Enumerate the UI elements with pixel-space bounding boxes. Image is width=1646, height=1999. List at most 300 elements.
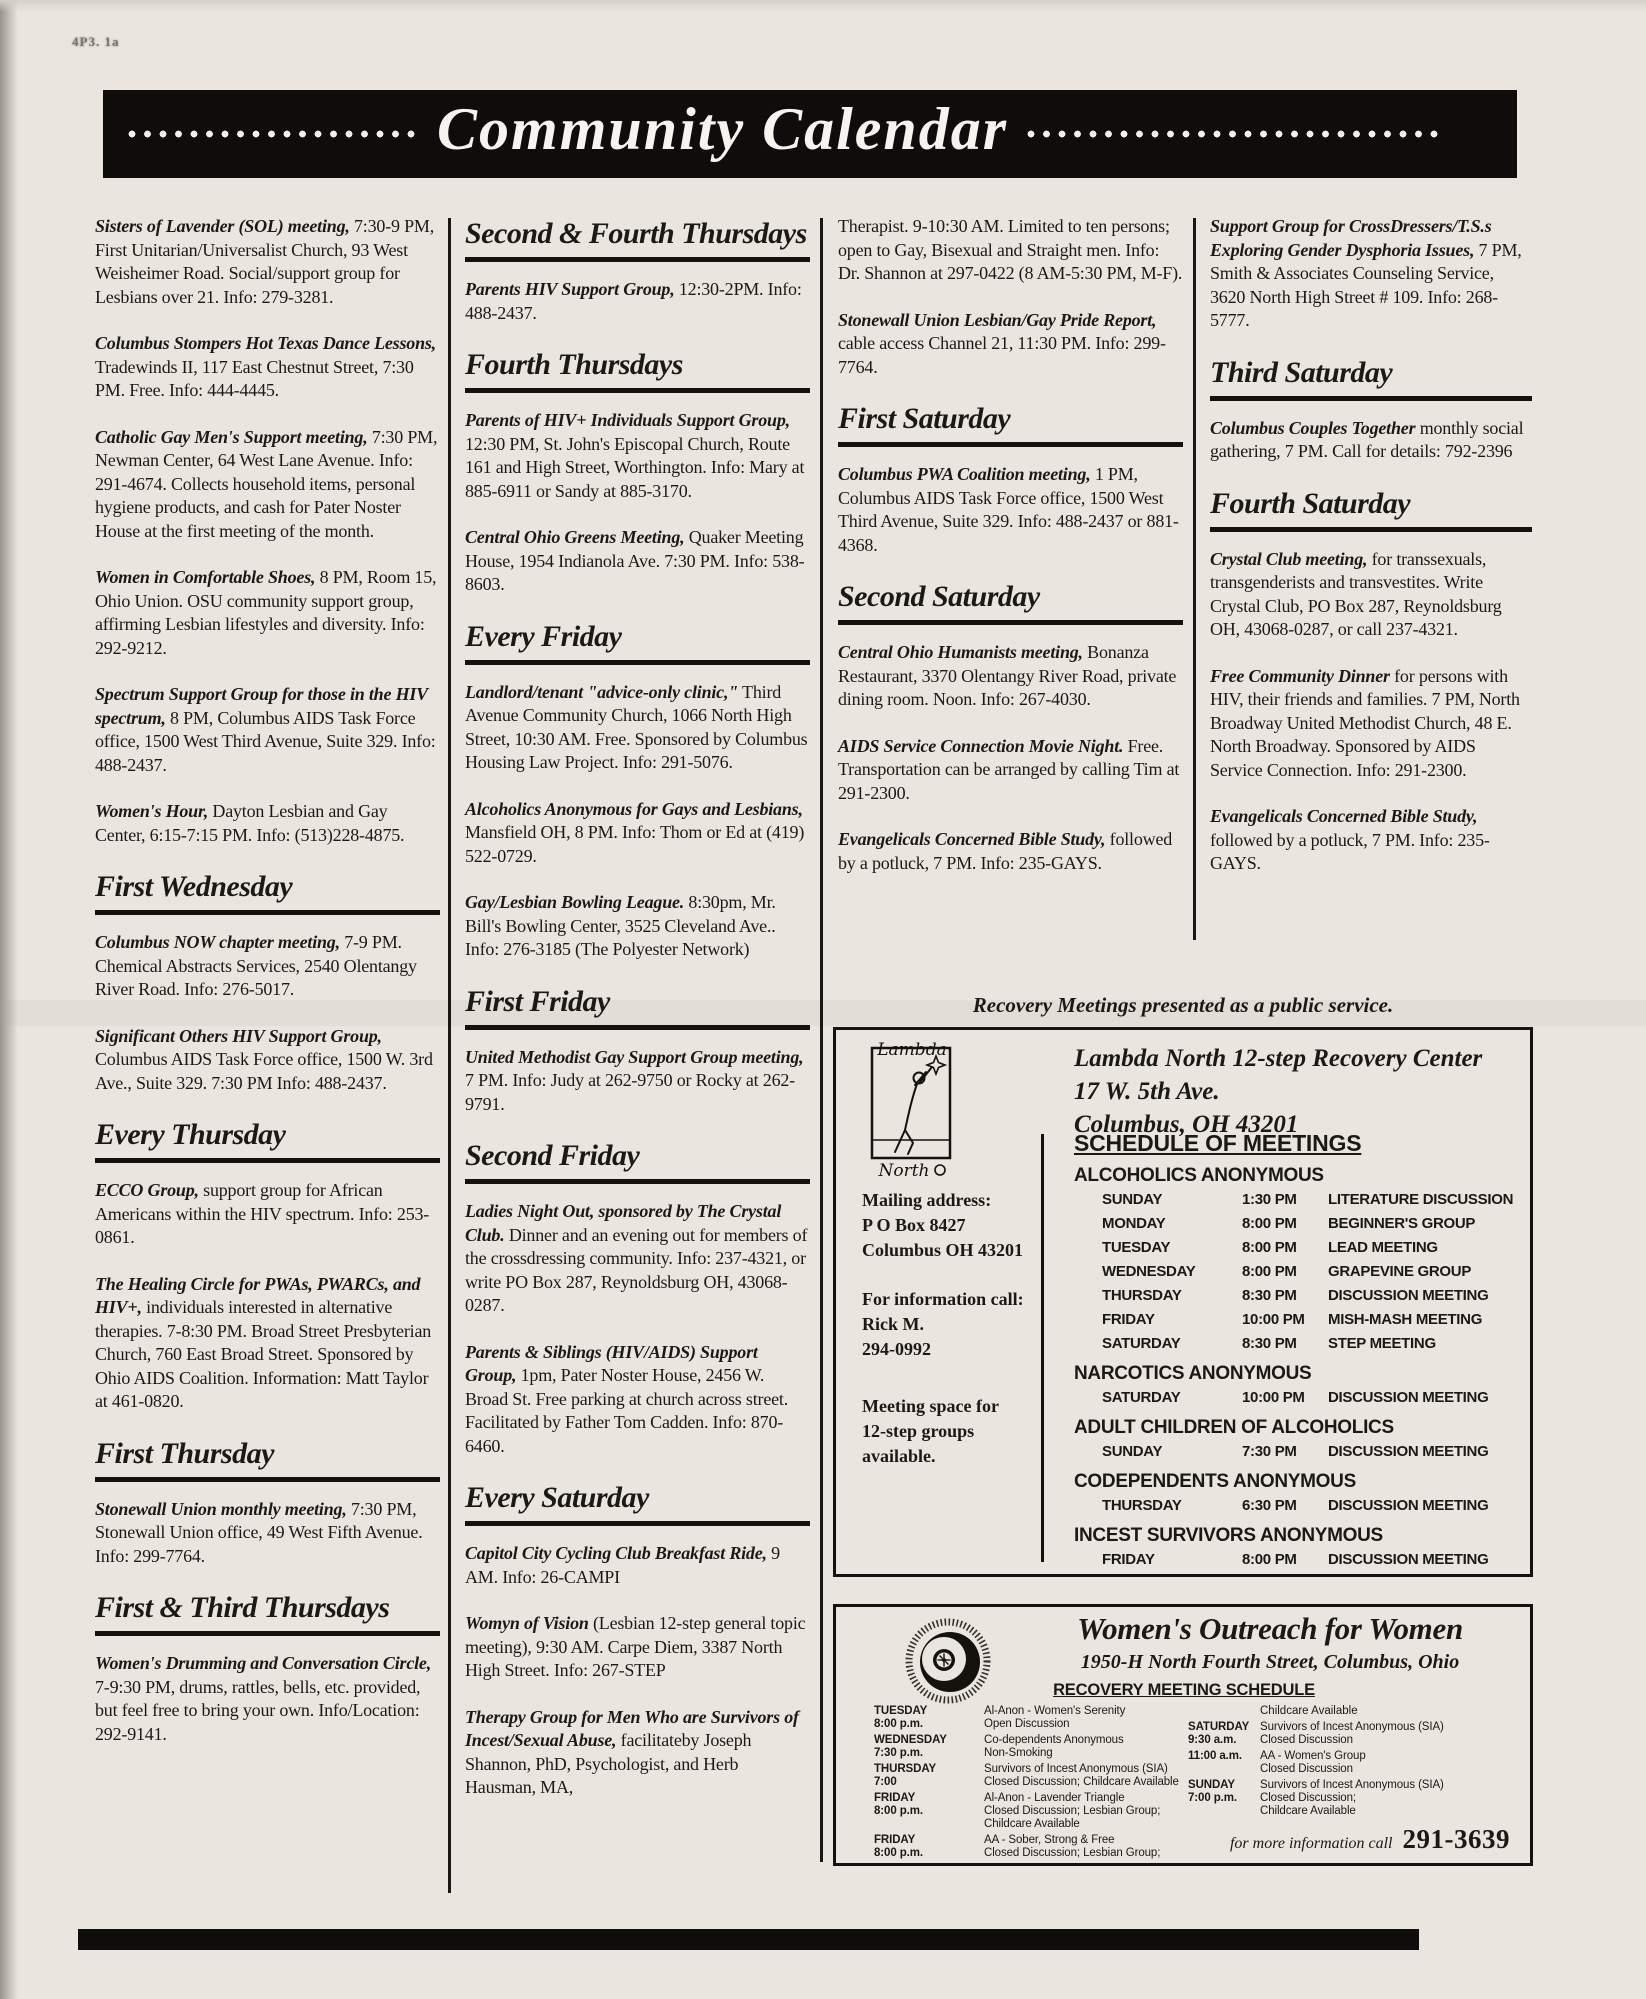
section-heading-text: Second & Fourth Thursdays xyxy=(465,217,807,250)
meeting-time: 7:00 p.m. xyxy=(1188,1792,1237,1804)
masthead-dots-left xyxy=(127,129,419,139)
meeting-description-line: Open Discussion xyxy=(984,1718,1070,1730)
meeting-description-line: Closed Discussion; Lesbian Group; xyxy=(984,1847,1161,1859)
section-heading-rule xyxy=(838,620,1183,625)
entry-body: Third Avenue Community Church, 1066 North High Street, 10:30 AM. Free. Sponsored by Columbus Housing Law Project. Info: 291-5076. xyxy=(465,681,808,772)
section-heading-rule xyxy=(95,910,440,915)
section-heading-rule xyxy=(465,1025,810,1030)
meeting-description-line: Al-Anon - Women's Serenity xyxy=(984,1705,1126,1717)
entry-body: Dayton Lesbian and Gay Center, 6:15-7:15 PM. Info: (513)228-4875. xyxy=(95,801,405,845)
section-heading-rule xyxy=(95,1477,440,1482)
meeting-description xyxy=(984,1734,1196,1760)
meeting-group-name: ALCOHOLICS ANONYMOUS xyxy=(1074,1165,1324,1186)
meeting-description-line: Childcare Available xyxy=(984,1818,1080,1830)
meeting-group-name: INCEST SURVIVORS ANONYMOUS xyxy=(1074,1525,1383,1546)
calendar-entry xyxy=(465,798,810,869)
section-heading xyxy=(1210,487,1532,532)
entry-title: Columbus Couples Together xyxy=(1210,417,1416,438)
recovery-meeting-row xyxy=(874,1834,1196,1860)
womens-phone-line xyxy=(1230,1824,1510,1855)
meeting-group xyxy=(1074,1417,1518,1464)
entry-title: The Healing Circle for PWAs, PWARCs, and HIV+, xyxy=(95,1273,421,1317)
meeting-day: TUESDAY xyxy=(1102,1239,1171,1256)
reaching-figure-icon xyxy=(895,1067,932,1154)
calendar-entry xyxy=(1210,805,1532,876)
meeting-row xyxy=(1074,1308,1518,1332)
meeting-row xyxy=(1074,1386,1518,1410)
column-divider xyxy=(1193,218,1196,940)
meeting-day: THURSDAY xyxy=(1102,1287,1182,1304)
lambda-info-line: 294-0992 xyxy=(862,1339,931,1359)
meeting-description-line: Childcare Available xyxy=(1260,1805,1356,1817)
meeting-name: LEAD MEETING xyxy=(1328,1239,1438,1256)
section-heading-text: Every Thursday xyxy=(95,1118,286,1151)
meeting-time: 7:00 xyxy=(874,1776,897,1788)
entry-body: Mansfield OH, 8 PM. Info: Thom or Ed at (419) 522-0729. xyxy=(465,822,805,866)
meeting-description xyxy=(1260,1779,1518,1818)
calendar-entry xyxy=(465,681,810,775)
entry-body: 12:30-2PM. Info: 488-2437. xyxy=(465,279,802,323)
entry-title: Women's Drumming and Conversation Circle, xyxy=(95,1653,432,1673)
calendar-entry xyxy=(95,683,440,777)
calendar-entry xyxy=(95,1025,440,1096)
masthead-banner xyxy=(103,90,1517,178)
entry-title: Columbus Stompers Hot Texas Dance Lessons, xyxy=(95,333,436,353)
meeting-group xyxy=(1074,1471,1518,1518)
calendar-entry xyxy=(465,1706,810,1800)
calendar-entry xyxy=(95,931,440,1002)
entry-title: Support Group for CrossDressers/T.S.s Exploring Gender Dysphoria Issues, xyxy=(1210,216,1492,260)
meeting-name: LITERATURE DISCUSSION xyxy=(1328,1191,1514,1208)
calendar-entry xyxy=(1210,215,1532,333)
entry-title: Women in Comfortable Shoes, xyxy=(95,567,316,587)
meeting-day: SUNDAY xyxy=(1102,1191,1163,1208)
entry-title: Evangelicals Concerned Bible Study, xyxy=(1210,806,1478,826)
meeting-description-line: Survivors of Incest Anonymous (SIA) xyxy=(984,1763,1168,1775)
calendar-entry xyxy=(95,800,440,847)
meeting-day: THURSDAY xyxy=(874,1763,937,1775)
meeting-description xyxy=(984,1763,1196,1789)
entry-title: Crystal Club meeting, xyxy=(1210,548,1368,569)
meeting-row xyxy=(1074,1440,1518,1464)
lambda-schedule xyxy=(1074,1130,1518,1572)
section-heading xyxy=(838,402,1183,447)
section-heading-text: First Friday xyxy=(465,984,610,1018)
schedule-title: SCHEDULE OF MEETINGS xyxy=(1074,1130,1362,1156)
meeting-time: 8:30 PM xyxy=(1242,1335,1297,1352)
lambda-info-line: 12-step groups available. xyxy=(862,1421,975,1466)
womens-outreach-title: Women's Outreach for Women xyxy=(1077,1611,1463,1646)
meeting-group-name: NARCOTICS ANONYMOUS xyxy=(1074,1363,1312,1384)
entry-body: 1pm, Pater Noster House, 2456 W. Broad St. Free parking at church across street. Facilitated by Father Tom Cadden. Info: 870-6460. xyxy=(465,1365,788,1456)
calendar-entry xyxy=(465,1612,810,1683)
meeting-time: 8:00 PM xyxy=(1242,1239,1297,1256)
meeting-description xyxy=(984,1792,1196,1831)
section-heading xyxy=(95,1437,440,1482)
entry-body: 8:30pm, Mr. Bill's Bowling Center, 3525 Cleveland Ave.. Info: 276-3185 (The Polyester Network) xyxy=(465,892,776,959)
womens-schedule-right xyxy=(1188,1705,1518,1821)
meeting-day: THURSDAY xyxy=(1102,1497,1182,1514)
entry-title: Central Ohio Humanists meeting, xyxy=(838,642,1083,662)
entry-body: support group for African Americans within the HIV spectrum. Info: 253-0861. xyxy=(95,1180,430,1247)
meeting-description-line: Al-Anon - Lavender Triangle xyxy=(984,1792,1125,1804)
entry-title: Gay/Lesbian Bowling League. xyxy=(465,892,685,912)
entry-body: 1 PM, Columbus AIDS Task Force office, 1500 West Third Avenue, Suite 329. Info: 488-2437 or 881-4368. xyxy=(838,464,1179,555)
entry-title: Evangelicals Concerned Bible Study, xyxy=(838,829,1106,849)
calendar-entry xyxy=(95,566,440,660)
meeting-day: SUNDAY xyxy=(1102,1443,1163,1460)
lambda-info-block xyxy=(862,1394,1038,1469)
calendar-entry xyxy=(1210,417,1532,464)
entry-title: Ladies Night Out, sponsored by The Crystal Club. xyxy=(465,1201,782,1245)
lambda-info-block xyxy=(862,1287,1038,1362)
lambda-info-line: Mailing address: xyxy=(862,1190,992,1210)
entry-body: followed by a potluck, 7 PM. Info: 235-GAYS. xyxy=(838,829,1173,873)
meeting-day: FRIDAY xyxy=(874,1792,916,1804)
entry-title: Columbus PWA Coalition meeting, xyxy=(838,464,1091,484)
meeting-day: FRIDAY xyxy=(1102,1551,1155,1568)
entry-body: 7-9 PM. Chemical Abstracts Services, 2540 Olentangy River Road. Info: 276-5017. xyxy=(95,932,417,999)
meeting-row xyxy=(1074,1548,1518,1572)
meeting-description-line: AA - Women's Group xyxy=(1260,1750,1366,1762)
lambda-logo-bottom-text: North xyxy=(878,1161,930,1181)
calendar-entry xyxy=(95,1652,440,1746)
meeting-description-line: Closed Discussion; Childcare Available xyxy=(984,1776,1179,1788)
entry-title: Free Community Dinner xyxy=(1210,665,1390,686)
calendar-entry xyxy=(1210,665,1532,783)
meeting-day-time xyxy=(1188,1779,1260,1818)
entry-body: Tradewinds II, 117 East Chestnut Street, 7:30 PM. Free. Info: 444-4445. xyxy=(95,356,414,400)
meeting-time: 7:30 PM xyxy=(1242,1443,1297,1460)
meeting-description xyxy=(1260,1750,1518,1776)
calendar-entry xyxy=(95,426,440,544)
womens-outreach-box xyxy=(833,1604,1533,1866)
section-heading xyxy=(1210,356,1532,401)
meeting-row xyxy=(1074,1236,1518,1260)
column-divider xyxy=(448,218,451,1893)
entry-body: Free. Transportation can be arranged by calling Tim at 291-2300. xyxy=(838,735,1180,803)
section-heading-rule xyxy=(95,1158,440,1163)
section-heading xyxy=(95,870,440,915)
meeting-day-time xyxy=(874,1763,984,1789)
entry-title: AIDS Service Connection Movie Night. xyxy=(838,735,1124,756)
lambda-north-logo-icon xyxy=(864,1040,960,1182)
entry-title: Parents HIV Support Group, xyxy=(465,279,675,299)
meeting-group-name: CODEPENDENTS ANONYMOUS xyxy=(1074,1471,1356,1492)
meeting-time: 10:00 PM xyxy=(1242,1389,1305,1406)
lambda-org-line: Lambda North 12-step Recovery Center xyxy=(1074,1045,1483,1072)
section-heading-rule xyxy=(1210,527,1532,532)
calendar-column-3 xyxy=(838,215,1183,898)
calendar-entry xyxy=(1210,548,1532,642)
entry-body: individuals interested in alternative therapies. 7-8:30 PM. Broad Street Presbyterian Church, 760 East Broad Street. Sponsored by Ohio AIDS Coalition. Information: Matt Taylor at 461-0820. xyxy=(95,1297,432,1411)
meeting-name: GRAPEVINE GROUP xyxy=(1328,1263,1472,1280)
entry-body: for transsexuals, transgenderists and transvestites. Write Crystal Club, PO Box 287, Reynoldsburg OH, 43068-0287, or call 237-4321. xyxy=(1210,548,1502,639)
calendar-entry xyxy=(838,735,1183,806)
section-heading-text: First & Third Thursdays xyxy=(95,1591,390,1624)
masthead-dots-right xyxy=(1026,129,1445,139)
meeting-day: TUESDAY xyxy=(874,1705,928,1717)
meeting-day: SATURDAY xyxy=(1102,1389,1181,1406)
meeting-description xyxy=(1260,1721,1518,1747)
entry-body: 7 PM. Info: Judy at 262-9750 or Rocky at 262-9791. xyxy=(465,1070,795,1114)
meeting-description-line: Co-dependents Anonymous xyxy=(984,1734,1124,1746)
meeting-day: MONDAY xyxy=(1102,1215,1166,1232)
scan-edge-shadow-top xyxy=(0,0,1646,12)
entry-title: Women's Hour, xyxy=(95,801,209,821)
lambda-info-column xyxy=(862,1188,1038,1493)
entry-body: cable access Channel 21, 11:30 PM. Info: 299-7764. xyxy=(838,333,1166,377)
phone-label: for more information call xyxy=(1229,1835,1393,1852)
calendar-entry xyxy=(95,1273,440,1414)
meeting-day: WEDNESDAY xyxy=(1102,1263,1196,1280)
meeting-description xyxy=(984,1834,1196,1860)
entry-title: Alcoholics Anonymous for Gays and Lesbians, xyxy=(465,798,803,819)
meeting-row xyxy=(1074,1212,1518,1236)
entry-body: Bonanza Restaurant, 3370 Olentangy River Road, private dining room. Noon. Info: 267-4030. xyxy=(838,642,1177,709)
lambda-info-block xyxy=(862,1188,1038,1263)
entry-title: Stonewall Union monthly meeting, xyxy=(95,1498,347,1519)
entry-body: 7 PM, Smith & Associates Counseling Service, 3620 North High Street # 109. Info: 268-5777. xyxy=(1210,239,1522,330)
entry-title: Womyn of Vision xyxy=(465,1613,589,1633)
meeting-description-line: AA - Sober, Strong & Free xyxy=(984,1834,1115,1846)
entry-body: facilitateby Joseph Shannon, PhD, Psychologist, and Herb Hausman, MA, xyxy=(465,1730,752,1797)
meeting-row xyxy=(1074,1188,1518,1212)
section-heading-rule xyxy=(1210,396,1532,401)
meeting-name: DISCUSSION MEETING xyxy=(1328,1389,1489,1406)
meeting-day-time xyxy=(874,1834,984,1860)
calendar-entry xyxy=(465,891,810,962)
entry-body: 7:30-9 PM, First Unitarian/Universalist Church, 93 West Weisheimer Road. Social/support group for Lesbians over 21. Info: 279-3281. xyxy=(95,216,434,307)
calendar-entry xyxy=(465,1200,810,1318)
lambda-logo-top-text: Lambda xyxy=(877,1040,947,1060)
lambda-info-line: Columbus OH 43201 xyxy=(862,1240,1024,1260)
calendar-entry xyxy=(838,641,1183,712)
meeting-time: 8:00 p.m. xyxy=(874,1847,923,1859)
column-divider xyxy=(820,218,823,1862)
entry-title: Parents of HIV+ Individuals Support Group, xyxy=(465,410,790,430)
meeting-name: MISH-MASH MEETING xyxy=(1328,1311,1483,1328)
lambda-info-line: Rick M. xyxy=(862,1314,924,1334)
meeting-time: 1:30 PM xyxy=(1242,1191,1297,1208)
entry-body: (Lesbian 12-step general topic meeting), 9:30 AM. Carpe Diem, 3387 North High Street. Info: 267-STEP xyxy=(465,1613,806,1680)
calendar-entry xyxy=(95,332,440,403)
entry-body: Therapist. 9-10:30 AM. Limited to ten persons; open to Gay, Bisexual and Straight men. Info: Dr. Shannon at 297-0422 (8 AM-5:30 PM, M-F). xyxy=(838,216,1183,283)
meeting-name: DISCUSSION MEETING xyxy=(1328,1287,1489,1304)
section-heading-text: Fourth Thursdays xyxy=(465,348,683,381)
meeting-description-line: Closed Discussion; Lesbian Group; xyxy=(984,1805,1161,1817)
meeting-time: 11:00 a.m. xyxy=(1188,1750,1242,1762)
entry-title: Sisters of Lavender (SOL) meeting, xyxy=(95,216,350,236)
meeting-description-line: Survivors of Incest Anonymous (SIA) xyxy=(1260,1779,1444,1791)
meeting-day: SATURDAY xyxy=(1188,1721,1250,1733)
recovery-meeting-row xyxy=(874,1792,1196,1831)
section-heading-text: Second Saturday xyxy=(838,580,1040,613)
entry-title: ECCO Group, xyxy=(95,1180,199,1200)
section-heading xyxy=(465,1139,810,1184)
entry-title: Significant Others HIV Support Group, xyxy=(95,1025,382,1046)
meeting-description xyxy=(984,1705,1196,1731)
section-heading-text: Every Friday xyxy=(465,619,622,653)
calendar-entry xyxy=(95,1498,440,1569)
calendar-column-2 xyxy=(465,215,810,1823)
meeting-name: BEGINNER'S GROUP xyxy=(1328,1215,1476,1232)
carryover-line: Childcare Available xyxy=(1260,1705,1358,1717)
recovery-meeting-row xyxy=(1188,1750,1518,1776)
meeting-time: 8:00 PM xyxy=(1242,1263,1297,1280)
meeting-group xyxy=(1074,1525,1518,1572)
meeting-name: DISCUSSION MEETING xyxy=(1328,1443,1489,1460)
entry-title: Columbus NOW chapter meeting, xyxy=(95,932,340,952)
meeting-day: SUNDAY xyxy=(1188,1779,1235,1791)
meeting-group xyxy=(1074,1363,1518,1410)
section-heading-rule xyxy=(465,388,810,393)
meeting-day-time xyxy=(874,1705,984,1731)
section-heading xyxy=(465,217,810,262)
section-heading xyxy=(95,1118,440,1163)
meeting-time: 10:00 PM xyxy=(1242,1311,1305,1328)
calendar-entry xyxy=(465,1341,810,1459)
meeting-time: 7:30 p.m. xyxy=(874,1747,923,1759)
entry-body: Quaker Meeting House, 1954 Indianola Ave. 7:30 PM. Info: 538-8603. xyxy=(465,527,805,594)
bottom-rule xyxy=(78,1929,1419,1950)
entry-body: 7-9:30 PM, drums, rattles, bells, etc. provided, but feel free to bring your own. Info/Location: 292-9141. xyxy=(95,1676,421,1744)
section-heading-rule xyxy=(465,1521,810,1526)
meeting-description-line: Survivors of Incest Anonymous (SIA) xyxy=(1260,1721,1444,1733)
lambda-info-line: For information call: xyxy=(862,1289,1024,1309)
calendar-entry xyxy=(838,828,1183,875)
entry-body: 8 PM, Columbus AIDS Task Force office, 1500 West Third Avenue, Suite 329. Info: 488-2437. xyxy=(95,707,436,775)
entry-body: 7:30 PM, Stonewall Union office, 49 West Fifth Avenue. Info: 299-7764. xyxy=(95,1498,423,1566)
meeting-day: SATURDAY xyxy=(1102,1335,1181,1352)
page-corner-mark: 4P3. 1a xyxy=(72,34,120,49)
calendar-column-1 xyxy=(95,215,440,1769)
entry-body: 8 PM, Room 15, Ohio Union. OSU community support group, affirming Lesbian lifestyles and diversity. Info: 292-9212. xyxy=(95,567,437,658)
meeting-day-time xyxy=(874,1792,984,1831)
meeting-description-line: Closed Discussion xyxy=(1260,1763,1353,1775)
meeting-time: 6:30 PM xyxy=(1242,1497,1297,1514)
page-title: Community Calendar xyxy=(437,95,1009,162)
meeting-time: 8:00 PM xyxy=(1242,1551,1297,1568)
meeting-day: FRIDAY xyxy=(874,1834,916,1846)
section-heading xyxy=(465,348,810,393)
section-heading-text: First Wednesday xyxy=(95,870,293,903)
entry-title: Central Ohio Greens Meeting, xyxy=(465,527,685,547)
section-heading-rule xyxy=(95,1631,440,1636)
entry-body: monthly social gathering, 7 PM. Call for details: 792-2396 xyxy=(1210,417,1524,461)
meeting-description-line: Closed Discussion xyxy=(1260,1734,1353,1746)
calendar-entry xyxy=(465,409,810,503)
lambda-org-line: 17 W. 5th Ave. xyxy=(1074,1078,1220,1105)
recovery-meeting-row xyxy=(874,1763,1196,1789)
meeting-name: DISCUSSION MEETING xyxy=(1328,1497,1489,1514)
calendar-column-4 xyxy=(1210,215,1532,899)
meeting-description-line: Non-Smoking xyxy=(984,1747,1053,1759)
meeting-name: DISCUSSION MEETING xyxy=(1328,1551,1489,1568)
calendar-entry xyxy=(465,1542,810,1589)
section-heading xyxy=(838,580,1183,625)
recovery-meeting-row xyxy=(1188,1721,1518,1747)
meeting-group-name: ADULT CHILDREN OF ALCOHOLICS xyxy=(1074,1417,1394,1438)
meeting-time: 8:00 p.m. xyxy=(874,1805,923,1817)
calendar-entry xyxy=(465,278,810,325)
meeting-day-time xyxy=(1188,1750,1260,1776)
section-heading xyxy=(465,620,810,665)
calendar-entry xyxy=(838,463,1183,557)
womens-schedule-title: RECOVERY MEETING SCHEDULE xyxy=(1053,1681,1315,1699)
meeting-day: FRIDAY xyxy=(1102,1311,1155,1328)
calendar-entry xyxy=(838,309,1183,380)
womens-schedule-left xyxy=(874,1705,1196,1863)
entry-body: Columbus AIDS Task Force office, 1500 W. 3rd Ave., Suite 329. 7:30 PM Info: 488-2437. xyxy=(95,1049,433,1093)
meeting-day-time xyxy=(1188,1721,1260,1747)
entry-title: Capitol City Cycling Club Breakfast Ride, xyxy=(465,1543,767,1563)
calendar-entry xyxy=(465,526,810,597)
meeting-day: WEDNESDAY xyxy=(874,1734,947,1746)
entry-title: Stonewall Union Lesbian/Gay Pride Report, xyxy=(838,309,1157,330)
entry-body: 9 AM. Info: 26-CAMPI xyxy=(465,1543,780,1587)
section-heading xyxy=(95,1591,440,1636)
entry-title: United Methodist Gay Support Group meeting, xyxy=(465,1046,804,1067)
calendar-entry xyxy=(95,215,440,309)
recovery-meeting-row xyxy=(1188,1779,1518,1818)
meeting-time: 9:30 a.m. xyxy=(1188,1734,1237,1746)
entry-title: Parents & Siblings (HIV/AIDS) Support Group, xyxy=(465,1341,758,1385)
calendar-entry xyxy=(465,1046,810,1117)
section-heading-text: Fourth Saturday xyxy=(1210,486,1411,520)
lambda-info-line: P O Box 8427 xyxy=(862,1215,966,1235)
section-heading-text: Second Friday xyxy=(465,1139,640,1172)
lambda-org-header xyxy=(1074,1042,1482,1141)
entry-title: Landlord/tenant "advice-only clinic," xyxy=(465,681,739,702)
section-heading-rule xyxy=(465,257,810,262)
entry-title: Therapy Group for Men Who are Survivors of Incest/Sexual Abuse, xyxy=(465,1706,799,1750)
entry-title: Catholic Gay Men's Support meeting, xyxy=(95,426,368,447)
section-heading-rule xyxy=(465,1179,810,1184)
meeting-row xyxy=(1074,1332,1518,1356)
entry-body: 12:30 PM, St. John's Episcopal Church, Route 161 and High Street, Worthington. Info: Mary at 885-6911 or Sandy at 885-3170. xyxy=(465,433,805,501)
entry-body: for persons with HIV, their friends and families. 7 PM, North Broadway United Methodist Church, 48 E. North Broadway. Sponsored by AIDS Service Connection. Info: 291-2300. xyxy=(1210,665,1520,780)
section-heading xyxy=(465,1481,810,1526)
recovery-note: Recovery Meetings presented as a public service. xyxy=(972,993,1394,1017)
meeting-time: 8:00 p.m. xyxy=(874,1718,923,1730)
lambda-info-line: Meeting space for xyxy=(862,1396,999,1416)
section-heading-text: Every Saturday xyxy=(465,1481,649,1514)
calendar-entry xyxy=(95,1179,440,1250)
entry-body: followed by a potluck, 7 PM. Info: 235-GAYS. xyxy=(1210,829,1490,873)
entry-title: Spectrum Support Group for those in the HIV spectrum, xyxy=(95,684,428,728)
section-heading-text: Third Saturday xyxy=(1210,355,1393,389)
recovery-meeting-row xyxy=(874,1705,1196,1731)
meeting-time: 8:30 PM xyxy=(1242,1287,1297,1304)
meeting-day-time xyxy=(874,1734,984,1760)
meeting-row xyxy=(1074,1494,1518,1518)
womens-outreach-address: 1950-H North Fourth Street, Columbus, Ohio xyxy=(1080,1651,1460,1673)
meeting-row xyxy=(1074,1260,1518,1284)
entry-body: Dinner and an evening out for members of the crossdressing community. Info: 237-4321, or write PO Box 287, Reynoldsburg OH, 43068-0287. xyxy=(465,1224,808,1315)
meeting-time: 8:00 PM xyxy=(1242,1215,1297,1232)
meeting-row xyxy=(1074,1284,1518,1308)
meeting-group xyxy=(1074,1165,1518,1356)
meeting-name: STEP MEETING xyxy=(1328,1335,1436,1352)
recovery-meeting-row xyxy=(874,1734,1196,1760)
entry-body: 7:30 PM, Newman Center, 64 West Lane Avenue. Info: 291-4674. Collects household items, personal hygiene products, and cash for Pater Noster House at the first meeting of the month. xyxy=(95,426,438,541)
section-heading xyxy=(465,985,810,1030)
phone-number: 291-3639 xyxy=(1402,1824,1510,1854)
lambda-org-line: Columbus, OH 43201 xyxy=(1074,1111,1299,1138)
calendar-entry xyxy=(838,215,1183,286)
section-heading-rule xyxy=(465,660,810,665)
